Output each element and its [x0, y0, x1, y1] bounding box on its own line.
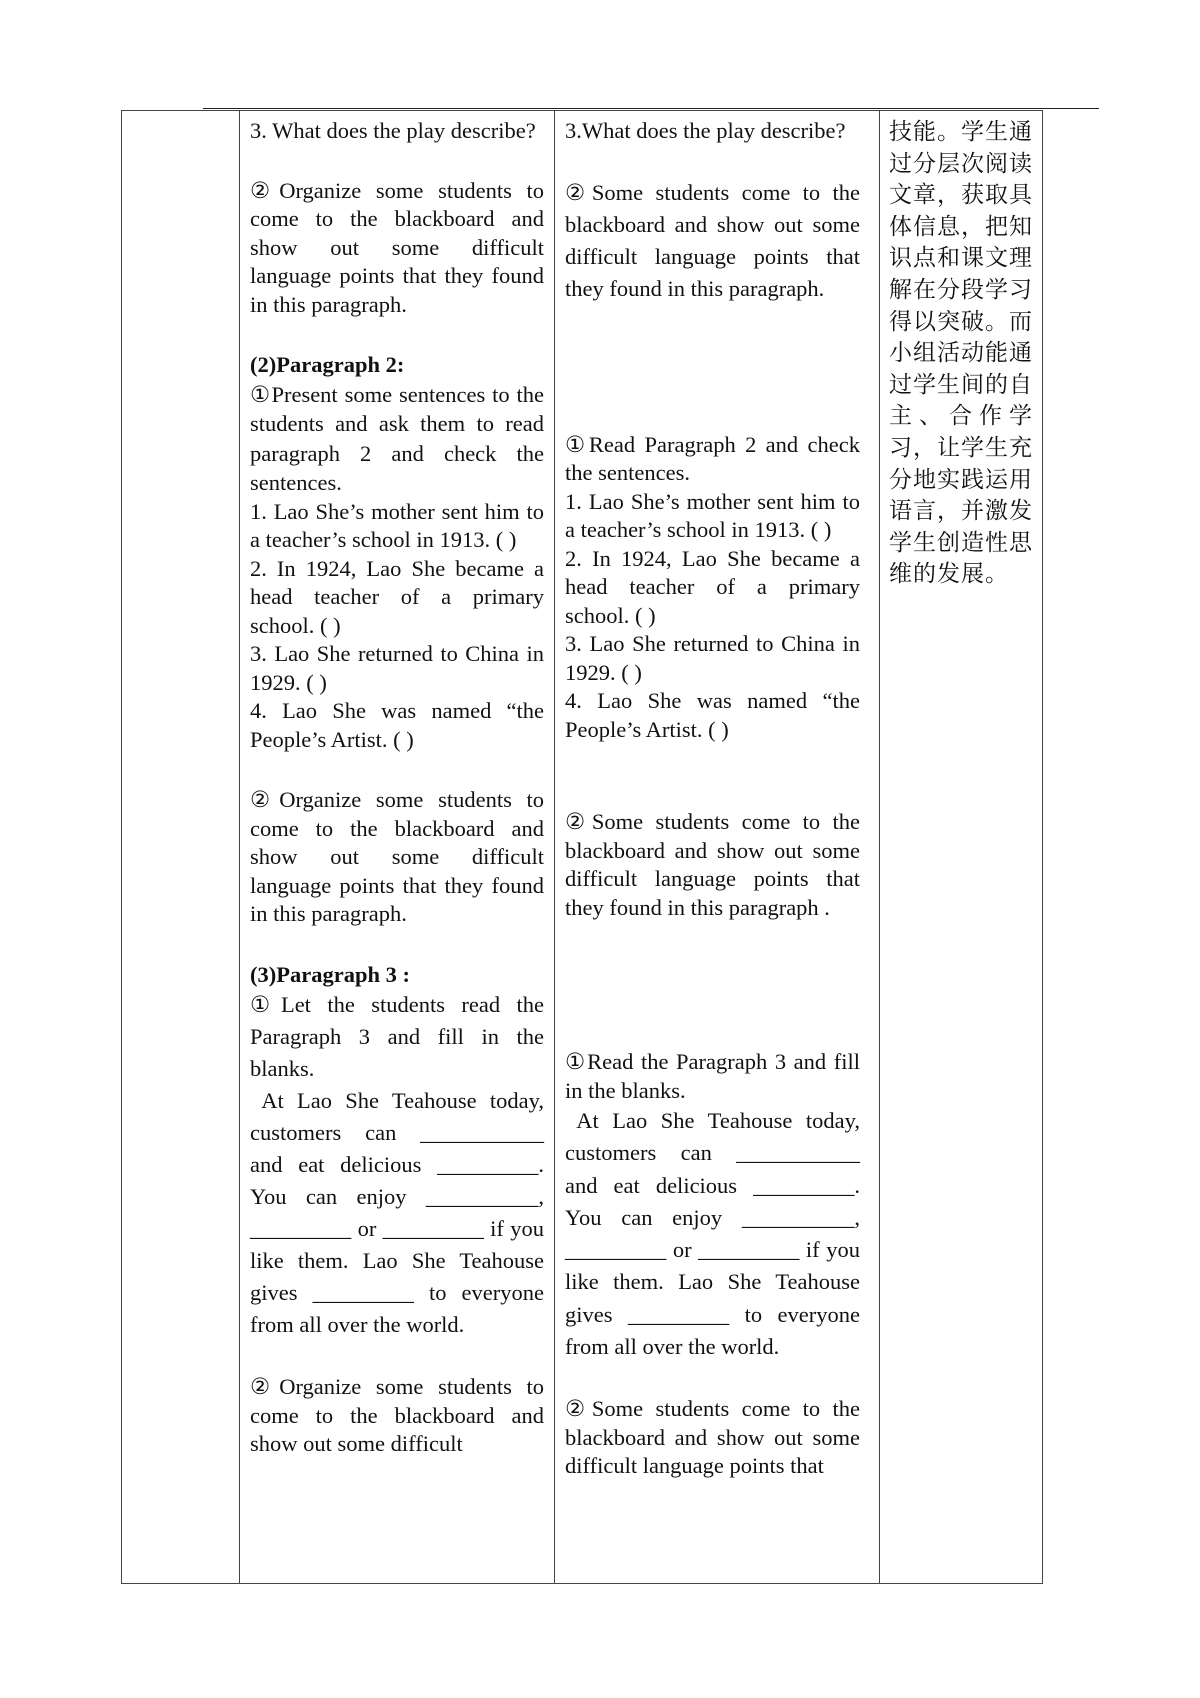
paragraph-2-sentence-3: 3. Lao She returned to China in 1929. ( ) — [565, 631, 860, 685]
paragraph-2-present: ①Present some sentences to the students and ask them to read paragraph 2 and check the sentences. — [250, 381, 544, 495]
paragraph-2-sentence-4: 4. Lao She was named “the People’s Artist. ( ) — [565, 688, 860, 742]
organize-students-1: ②Organize some students to come to the blackboard and show out some difficult language points that they found in this paragraph. — [250, 177, 544, 317]
question-3: 3.What does the play describe? — [565, 118, 846, 143]
student-activities-cell — [565, 117, 860, 1481]
paragraph-3-blank-exercise: At Lao She Teahouse today, customers can ___________ and eat delicious _________. You can enjoy __________, _________ or _________ if you like them. Lao She Teahouse gives _________ to everyone from all over the world. — [250, 1088, 544, 1337]
paragraph-3-instructions: ①Let the students read the Paragraph 3 and fill in the blanks. — [250, 992, 544, 1081]
paragraph-2-sentence-1: 1. Lao She’s mother sent him to a teacher’s school in 1913. ( ) — [250, 498, 544, 552]
students-come-2: ②Some students come to the blackboard and show out some difficult language points that they found in this paragraph . — [565, 809, 860, 920]
table-top-rule — [203, 108, 1099, 109]
paragraph-2-heading: (2)Paragraph 2: — [250, 352, 405, 377]
students-come-1: ②Some students come to the blackboard and show out some difficult language points that they found in this paragraph. — [565, 179, 860, 301]
students-come-3: ②Some students come to the blackboard and show out some difficult language points that — [565, 1396, 860, 1479]
paragraph-2-sentence-1: 1. Lao She’s mother sent him to a teacher’s school in 1913. ( ) — [565, 488, 860, 542]
column-divider — [1042, 111, 1043, 1583]
design-purpose-cell — [889, 117, 1033, 591]
paragraph-3-read: ①Read the Paragraph 3 and fill in the blanks. — [565, 1049, 860, 1103]
paragraph-2-sentence-3: 3. Lao She returned to China in 1929. ( ) — [250, 641, 544, 695]
teacher-activities-cell — [250, 117, 544, 1459]
design-purpose-text: 技能。学生通过分层次阅读文章，获取具体信息，把知识点和课文理解在分段学习得以突破。而小组活动能通过学生间的自主、合作学习，让学生充分地实践运用语言，并激发学生创造性思维的发展。 — [889, 119, 1033, 588]
paragraph-3-blank-exercise: At Lao She Teahouse today, customers can ___________ and eat delicious _________. You can enjoy __________, _________ or _________ if you like them. Lao She Teahouse gives _________ to everyone from all over the world. — [565, 1108, 860, 1360]
paragraph-2-sentence-2: 2. In 1924, Lao She became a head teacher of a primary school. ( ) — [565, 545, 860, 628]
lesson-plan-table — [121, 110, 1043, 1584]
paragraph-2-sentence-4: 4. Lao She was named “the People’s Artist. ( ) — [250, 698, 544, 752]
column-divider — [239, 111, 240, 1583]
paragraph-3-heading: (3)Paragraph 3 : — [250, 961, 410, 987]
organize-students-2: ②Organize some students to come to the blackboard and show out some difficult language points that they found in this paragraph. — [250, 787, 544, 926]
question-3: 3. What does the play describe? — [250, 118, 536, 143]
paragraph-2-read: ①Read Paragraph 2 and check the sentences. — [565, 431, 860, 485]
column-divider — [879, 111, 880, 1583]
paragraph-2-sentence-2: 2. In 1924, Lao She became a head teacher of a primary school. ( ) — [250, 555, 544, 638]
organize-students-3: ②Organize some students to come to the blackboard and show out some difficult — [250, 1374, 544, 1456]
column-divider — [554, 111, 555, 1583]
